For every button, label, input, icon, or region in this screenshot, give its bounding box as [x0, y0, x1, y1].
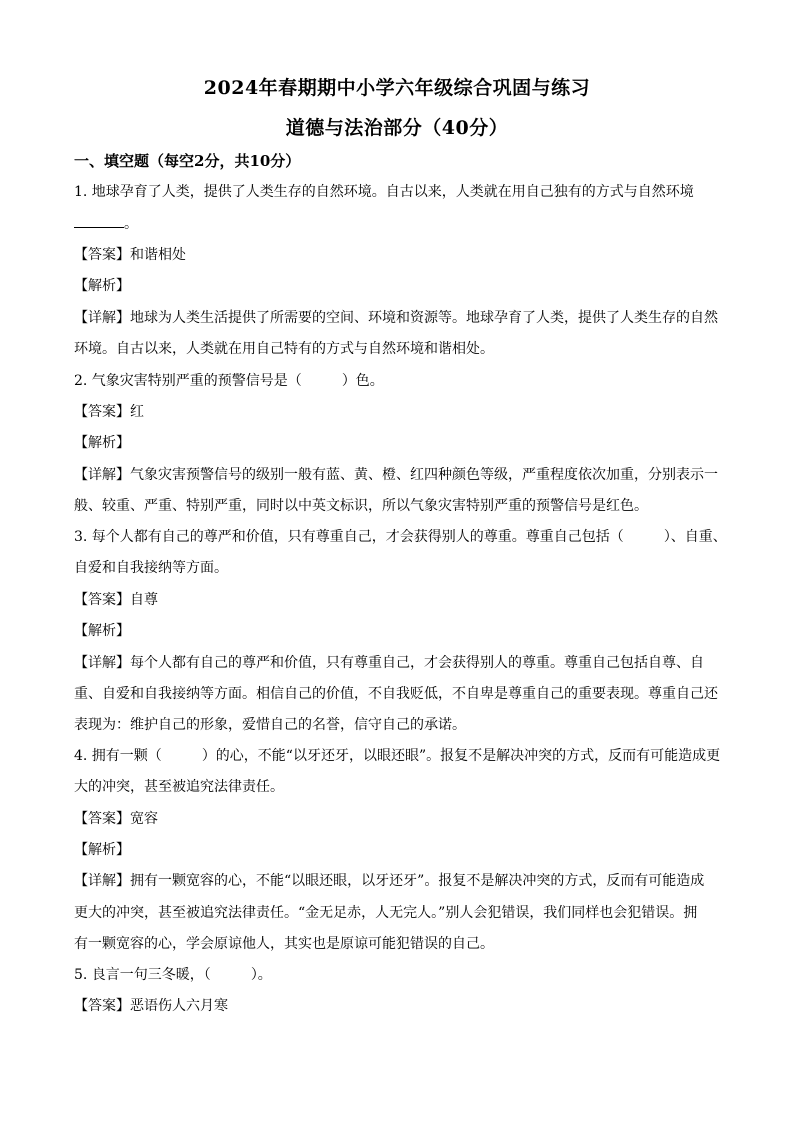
question-4-text: 4. 拥有一颗（ ）的心，不能“以牙还牙，以眼还眼”。报复不是解决冲突的方式，反而有可能造成更 [74, 748, 721, 764]
question-3-detail: 【详解】每个人都有自己的尊严和价值，只有尊重自己，才会获得别人的尊重。尊重自己包括自尊、自 [74, 655, 704, 671]
question-3-detail-cont2: 表现为：维护自己的形象，爱惜自己的名誉，信守自己的承诺。 [74, 717, 466, 733]
question-1-answer: 【答案】和谐相处 [74, 247, 186, 263]
question-2-text: 2. 气象灾害特别严重的预警信号是（ ）色。 [74, 373, 384, 389]
question-4-answer: 【答案】宽容 [74, 811, 158, 827]
question-3-text-cont: 自爱和自我接纳等方面。 [74, 560, 228, 576]
question-4-detail-cont: 更大的冲突，甚至被追究法律责任。“金无足赤，人无完人。”别人会犯错误，我们同样也会犯错误。拥 [74, 905, 698, 921]
section-heading: 一、填空题（每空2分，共10分） [74, 152, 301, 170]
question-2-detail-cont: 般、较重、严重、特别严重，同时以中英文标识，所以气象灾害特别严重的预警信号是红色。 [74, 498, 648, 514]
question-4-text-cont: 大的冲突，甚至被追究法律责任。 [74, 779, 284, 795]
question-4-analysis-label: 【解析】 [74, 842, 130, 858]
question-1-detail: 【详解】地球为人类生活提供了所需要的空间、环境和资源等。地球孕育了人类，提供了人类生存的自然 [74, 310, 718, 326]
question-2-answer: 【答案】红 [74, 404, 144, 420]
question-2-analysis-label: 【解析】 [74, 435, 130, 451]
question-1-text: 1. 地球孕育了人类，提供了人类生存的自然环境。自古以来，人类就在用自己独有的方式与自然环境 [74, 184, 694, 200]
question-3-text: 3. 每个人都有自己的尊严和价值，只有尊重自己，才会获得别人的尊重。尊重自己包括（ ）、自重、 [74, 529, 727, 545]
question-4-detail: 【详解】拥有一颗宽容的心，不能“以眼还眼，以牙还牙”。报复不是解决冲突的方式，反而有可能造成 [74, 873, 705, 889]
question-3-detail-cont: 重、自爱和自我接纳等方面。相信自己的价值，不自我贬低，不自卑是尊重自己的重要表现。尊重自己还 [74, 686, 718, 702]
question-3-answer: 【答案】自尊 [74, 592, 158, 608]
document-title: 2024年春期期中小学六年级综合巩固与练习 [203, 77, 591, 99]
question-3-analysis-label: 【解析】 [74, 623, 130, 639]
document-subtitle: 道德与法治部分（40分） [285, 117, 509, 139]
question-2-detail: 【详解】气象灾害预警信号的级别一般有蓝、黄、橙、红四种颜色等级，严重程度依次加重，分别表示一 [74, 467, 718, 483]
question-5-answer: 【答案】恶语伤人六月寒 [74, 998, 228, 1014]
question-1-blank-line: 。 [74, 214, 138, 234]
question-4-detail-cont2: 有一颗宽容的心，学会原谅他人，其实也是原谅可能犯错误的自己。 [74, 936, 494, 952]
answer-blank [74, 215, 124, 228]
question-1-detail-cont: 环境。自古以来，人类就在用自己特有的方式与自然环境和谐相处。 [74, 341, 494, 357]
question-1-analysis-label: 【解析】 [74, 278, 130, 294]
question-5-text: 5. 良言一句三冬暖，（ ）。 [74, 967, 272, 983]
